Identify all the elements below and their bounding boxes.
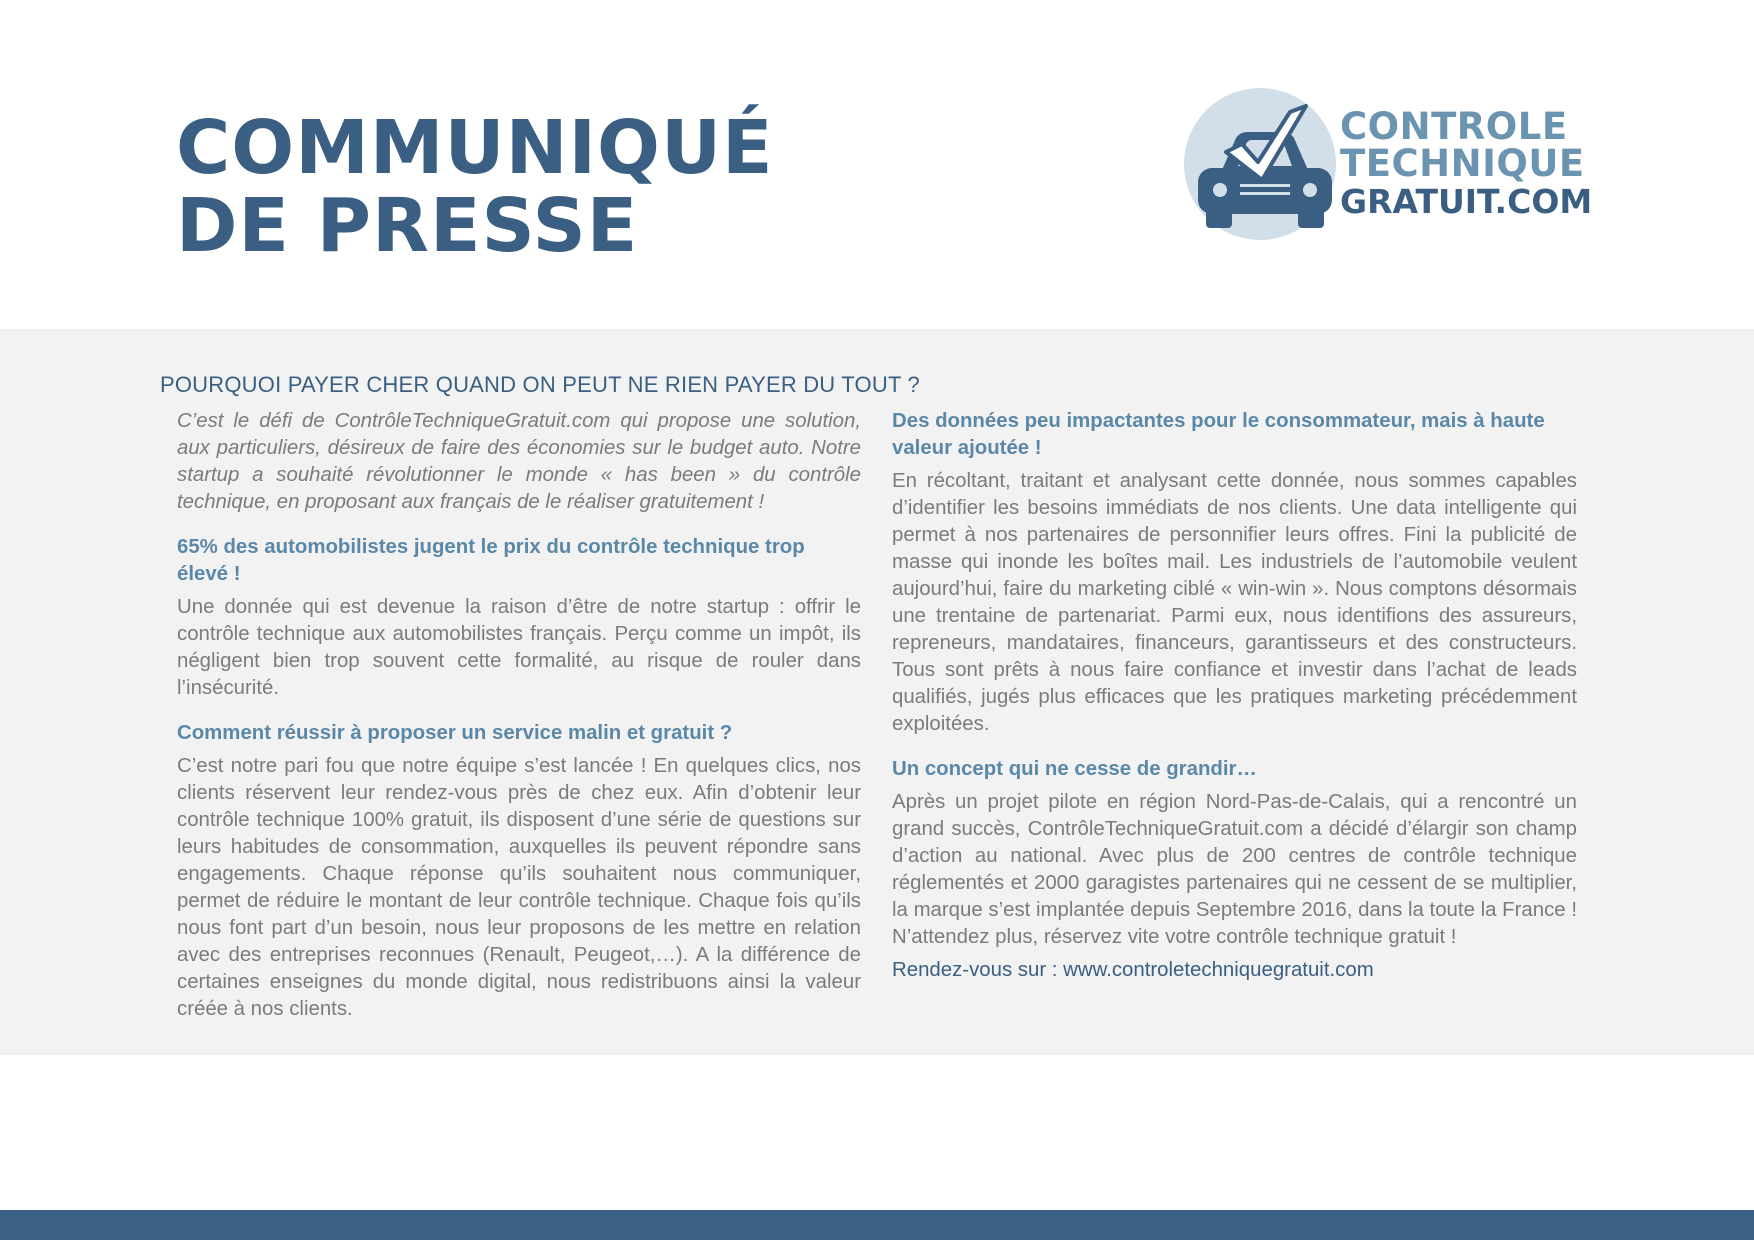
right-column xyxy=(892,408,1577,984)
section-body-concept: Après un projet pilote en région Nord-Pas-de-Calais, qui a rencontré un grand succès, ContrôleTechniqueGratuit.com a décidé d’élargir son champ d’action au national. Avec plus de 200 centres de contrôle technique réglementés et 2000 garagistes partenaires qui ne cessent de se multiplier, la marque s’est implantée depuis Septembre 2016, dans la toute la France ! N’attendez plus, réservez vite votre contrôle technique gratuit ! xyxy=(892,791,1577,948)
section-heading-service: Comment réussir à proposer un service malin et gratuit ? xyxy=(177,722,733,744)
section-body-service: C’est notre pari fou que notre équipe s’est lancée ! En quelques clics, nos clients réservent leur rendez-vous près de chez eux. Afin d’obtenir leur contrôle technique 100% gratuit, ils disposent d’une série de questions sur leurs habitudes de consommation, auxquelles ils peuvent répondre sans engagements. Chaque réponse qu’ils souhaitent nous communiquer, permet de réduire le montant de leur contrôle technique. Chaque fois qu’ils nous font part d’un besoin, nous leur proposons de les mettre en relation avec des entreprises reconnues (Renault, Peugeot,…). A la différence de certaines enseignes du monde digital, nous redistribuons ainsi la valeur créée à nos clients. xyxy=(177,755,861,1020)
car-checkmark-icon xyxy=(1182,86,1342,246)
page-title xyxy=(176,105,774,270)
page-title-line2: DE PRESSE xyxy=(176,183,639,270)
section-body-data: En récoltant, traitant et analysant cette donnée, nous sommes capables d’identifier les besoins immédiats de nos clients. Une data intelligente qui permet à nos partenaires de personnifier leurs offres. Fini la publicité de masse qui inonde les boîtes mail. Les industriels de l’automobile veulent aujourd’hui, faire du marketing ciblé « win-win ». Nous comptons désormais une trentaine de partenariat. Parmi eux, nous identifions des assureurs, repreneurs, mandataires, financeurs, garantisseurs et des constructeurs. Tous sont prêts à nous faire confiance et investir dans l’achat de leads qualifiés, jugés plus efficaces que les pratiques marketing précédemment exploitées. xyxy=(892,470,1577,735)
intro-paragraph: C’est le défi de ContrôleTechniqueGratuit.com qui propose une solution, aux particuliers, désireux de faire des économies sur le budget auto. Notre startup a souhaité révolutionner le monde « has been » du contrôle technique, en proposant aux français de le réaliser gratuitement ! xyxy=(177,410,861,513)
section-heading-concept: Un concept qui ne cesse de grandir… xyxy=(892,758,1257,780)
press-headline: POURQUOI PAYER CHER QUAND ON PEUT NE RIEN PAYER DU TOUT ? xyxy=(160,372,920,397)
brand-wordmark-line3: GRATUIT.COM xyxy=(1340,182,1593,221)
page-title-line1: COMMUNIQUÉ xyxy=(176,105,774,192)
section-body-price: Une donnée qui est devenue la raison d’être de notre startup : offrir le contrôle technique aux automobilistes français. Perçu comme un impôt, ils négligent bien trop souvent cette formalité, au risque de rouler dans l’insécurité. xyxy=(177,596,861,699)
section-heading-price: 65% des automobilistes jugent le prix du contrôle technique trop élevé ! xyxy=(177,536,805,585)
website-link[interactable]: Rendez-vous sur : www.controletechniquegratuit.com xyxy=(892,959,1374,981)
section-heading-data: Des données peu impactantes pour le consommateur, mais à haute valeur ajoutée ! xyxy=(892,410,1545,459)
brand-wordmark-line2: TECHNIQUE xyxy=(1340,142,1585,185)
left-column xyxy=(177,408,861,1023)
brand-wordmark-line1: CONTROLE xyxy=(1340,105,1568,148)
footer-bar xyxy=(0,1210,1754,1240)
brand-logo xyxy=(1182,86,1593,246)
brand-wordmark xyxy=(1340,105,1593,221)
